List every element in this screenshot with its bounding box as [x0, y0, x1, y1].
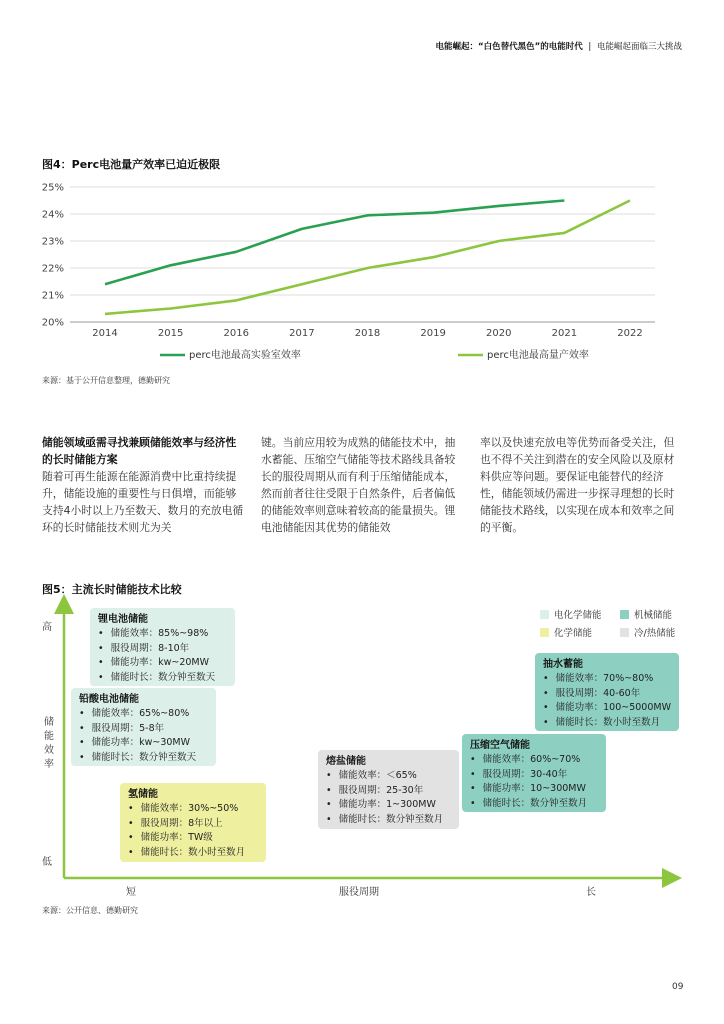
x-tick-label: 2021	[551, 328, 578, 339]
card-title: 铅酸电池储能	[79, 694, 139, 705]
card-lithium	[90, 608, 235, 686]
y-tick-label: 23%	[41, 236, 64, 248]
card-item: • 储能效率：70%~80%	[543, 672, 673, 687]
card-item: • 储能时长：数分钟至数天	[79, 751, 210, 766]
paragraph-1: 随着可再生能源在能源消费中比重持续提升，储能设施的重要性与日俱增，而能够支持4小时以上乃至数天、数月的充放电循环的长时储能技术则尤为关	[42, 470, 244, 534]
card-item: • 储能功率：1~300MW	[326, 798, 453, 813]
y-axis-low: 低	[42, 857, 52, 868]
card-title: 锂电池储能	[98, 614, 148, 625]
y-tick-label: 20%	[41, 317, 64, 329]
card-item: • 储能功率：100~5000MW	[543, 701, 673, 716]
header-title: 电能崛起：“白色替代黑色”的电能时代	[435, 42, 583, 52]
card-item: • 储能时长：数分钟至数月	[326, 813, 453, 828]
x-tick-label: 2018	[354, 328, 381, 339]
legend-label: perc电池最高量产效率	[487, 350, 589, 361]
section-heading: 储能领域亟需寻找兼顾储能效率与经济性的长时储能方案	[42, 436, 237, 466]
card-item: • 储能功率：kw~30MW	[79, 736, 210, 751]
card-molten-salt	[318, 750, 459, 829]
figure4-title: 图4：Perc电池量产效率已迫近极限	[42, 158, 221, 171]
header-separator: |	[588, 42, 592, 52]
x-tick-label: 2014	[92, 328, 118, 339]
y-axis-high: 高	[42, 622, 52, 633]
legend-swatch	[620, 628, 629, 637]
card-item: • 服役周期：30-40年	[470, 768, 600, 783]
legend-mechanical: 机械储能	[620, 607, 672, 621]
figure5-title: 图5：主流长时储能技术比较	[42, 583, 182, 596]
card-item: • 服役周期：40-60年	[543, 687, 673, 702]
card-item: • 储能时长：数小时至数月	[128, 846, 260, 861]
legend-thermal: 冷/热储能	[620, 625, 675, 639]
x-tick-label: 2016	[223, 328, 249, 339]
legend-electrochemical: 电化学储能	[540, 607, 602, 621]
card-title: 熔盐储能	[326, 756, 366, 767]
card-item: • 储能效率：30%~50%	[128, 802, 260, 817]
card-item: • 服役周期：8-10年	[98, 642, 229, 657]
x-tick-label: 2015	[157, 328, 184, 339]
card-title: 压缩空气储能	[470, 740, 530, 751]
card-lead-acid	[71, 688, 216, 766]
card-title: 抽水蓄能	[543, 659, 583, 670]
x-axis-short: 短	[126, 887, 136, 898]
card-title: 氢储能	[128, 789, 158, 800]
card-item: • 服役周期：8年以上	[128, 817, 260, 832]
card-item: • 储能时长：数小时至数月	[543, 716, 673, 731]
card-item: • 储能效率：85%~98%	[98, 627, 229, 642]
y-axis-title: 储能效率	[44, 717, 54, 770]
x-tick-label: 2022	[617, 328, 643, 339]
y-tick-label: 21%	[41, 290, 64, 302]
card-item: • 储能时长：数分钟至数天	[98, 671, 229, 686]
x-axis-title: 服役周期	[339, 887, 379, 898]
figure4-source: 来源：基于公开信息整理，德勤研究	[42, 376, 170, 385]
legend-chemical: 化学储能	[540, 625, 592, 639]
paragraph-3: 率以及快速充放电等优势而备受关注，但也不得不关注到潜在的安全风险以及原材料供应等问题。要保证电能替代的经济性，储能领域仍需进一步探寻理想的长时储能技术路线，以实现在成本和效率之间的平衡。	[480, 436, 675, 534]
card-item: • 服役周期：25-30年	[326, 784, 453, 799]
legend-swatch	[620, 610, 629, 619]
card-item: • 储能效率：65%~80%	[79, 707, 210, 722]
figure5-source: 来源：公开信息、德勤研究	[42, 906, 138, 915]
x-tick-label: 2020	[486, 328, 512, 339]
header-subtitle: 电能崛起面临三大挑战	[596, 42, 682, 52]
card-item: • 服役周期：5-8年	[79, 722, 210, 737]
y-tick-label: 24%	[41, 209, 64, 221]
card-pumped-hydro	[535, 653, 679, 731]
card-compressed-air	[462, 734, 606, 812]
legend-label: perc电池最高实验室效率	[189, 350, 301, 361]
legend-swatch	[540, 610, 549, 619]
card-item: • 储能功率：10~300MW	[470, 782, 600, 797]
card-hydrogen	[120, 783, 266, 862]
card-item: • 储能效率：＜65%	[326, 769, 453, 784]
card-item: • 储能功率：kw~20MW	[98, 656, 229, 671]
card-item: • 储能效率：60%~70%	[470, 753, 600, 768]
y-tick-label: 25%	[41, 182, 64, 194]
x-tick-label: 2019	[420, 328, 446, 339]
page-number: 09	[672, 982, 684, 992]
card-item: • 储能时长：数分钟至数月	[470, 797, 600, 812]
x-axis-long: 长	[586, 887, 596, 898]
card-item: • 储能功率：TW级	[128, 831, 260, 846]
paragraph-2: 键。当前应用较为成熟的储能技术中，抽水蓄能、压缩空气储能等技术路线具备较长的服役周期从而有利于压缩储能成本，然而前者往往受限于自然条件，后者偏低的储能效率则意味着较高的能量损失。锂电池储能因其优势的储能效	[261, 436, 456, 534]
legend-swatch	[540, 628, 549, 637]
x-tick-label: 2017	[289, 328, 315, 339]
y-tick-label: 22%	[41, 263, 64, 275]
